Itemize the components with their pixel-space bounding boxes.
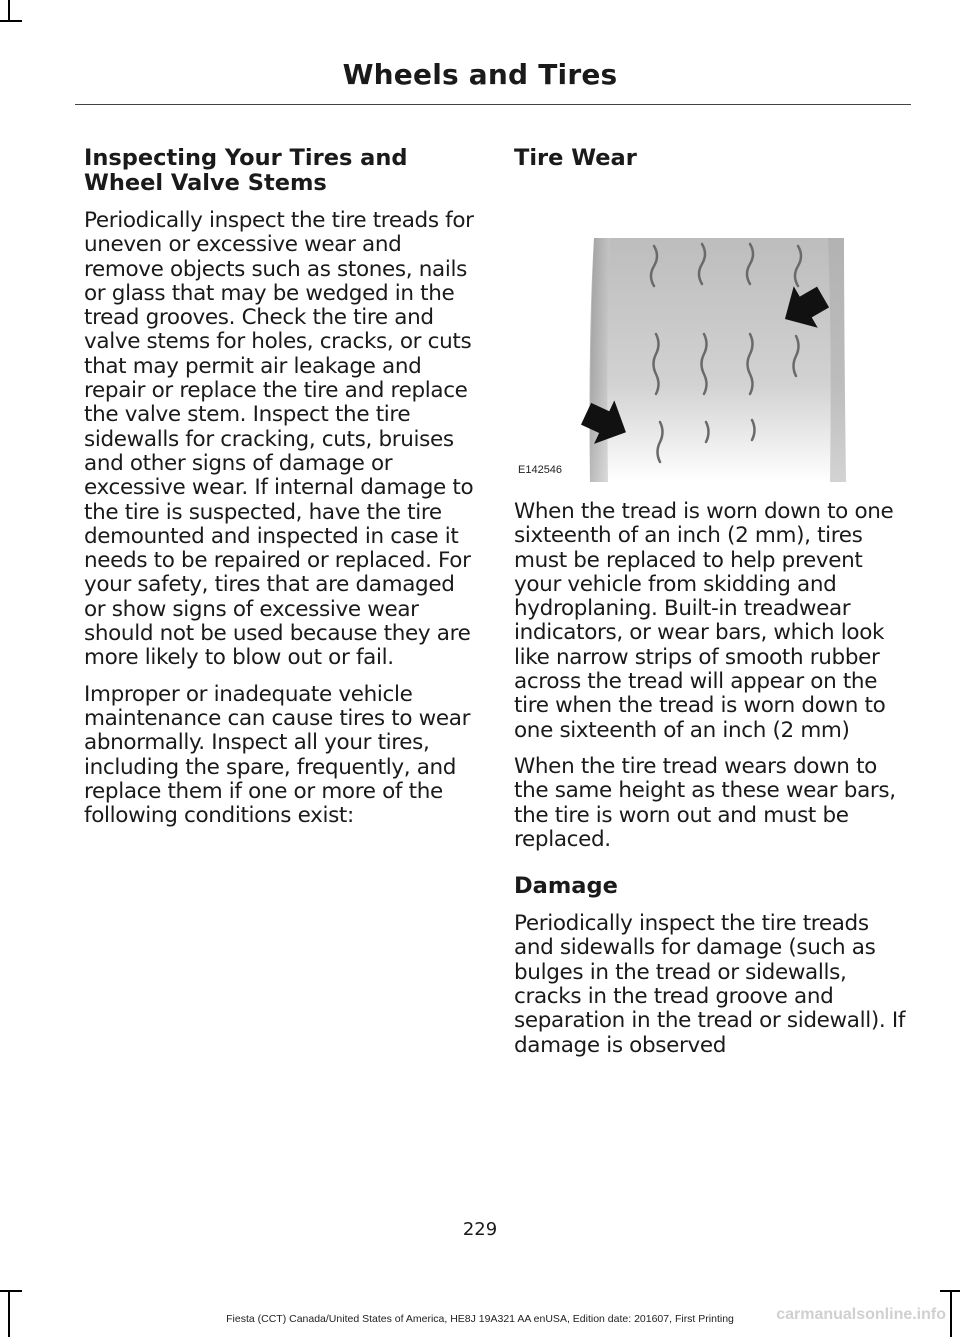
section-heading-inspecting: Inspecting Your Tires and Wheel Valve Stems [84, 145, 408, 196]
figure-code: E142546 [518, 464, 563, 476]
body-paragraph: Periodically inspect the tire treads and sidewalls for damage (such as bulges in the tread or sidewalls, cracks in the tread groove and separation in the tread or sidewall). If damage is observed [514, 911, 906, 1058]
tire-tread-image [514, 184, 908, 484]
header-divider [75, 104, 911, 105]
crop-mark [940, 1290, 960, 1292]
body-paragraph: When the tire tread wears down to the same height as these wear bars, the tire is worn out and must be replaced. [514, 753, 896, 852]
page-header-title: Wheels and Tires [342, 58, 618, 91]
right-column [514, 146, 908, 1070]
crop-mark [0, 20, 22, 22]
left-column [84, 146, 476, 840]
section-heading-damage: Damage [514, 873, 618, 900]
watermark: carmanualsonline.info [776, 1306, 946, 1323]
page-footer: Fiesta (CCT) Canada/United States of America, HE8J 19A321 AA enUSA, Edition date: 201607, First Printing [226, 1313, 734, 1325]
crop-mark [8, 0, 10, 22]
crop-mark [0, 1290, 22, 1292]
tire-wear-illustration [514, 184, 908, 484]
body-paragraph: Improper or inadequate vehicle maintenance can cause tires to wear abnormally. Inspect all your tires, including the spare, frequently, and replace them if one or more of the following conditions exist: [84, 681, 471, 829]
body-paragraph: When the tread is worn down to one sixteenth of an inch (2 mm), tires must be replaced to help prevent your vehicle from skidding and hydroplaning. Built-in treadwear indicators, or wear bars, which look like narrow strips of smooth rubber across the tread will appear on the tire when the tread is worn down to one sixteenth of an inch (2 mm) [514, 499, 894, 743]
page-number: 229 [462, 1219, 498, 1240]
body-paragraph: Periodically inspect the tire treads for uneven or excessive wear and remove objects such as stones, nails or glass that may be wedged in the tread grooves. Check the tire and valve stems for holes, cracks, or cuts that may permit air leakage and repair or replace the tire and replace the valve stem. Inspect the tire sidewalls for cracking, cuts, bruises and other signs of damage or excessive wear. If internal damage to the tire is suspected, have the tire demounted and inspected in case it needs to be repaired or replaced. For your safety, tires that are damaged or show signs of excessive wear should not be used because they are more likely to blow out or fail. [84, 208, 474, 671]
section-heading-tire-wear: Tire Wear [514, 145, 637, 171]
